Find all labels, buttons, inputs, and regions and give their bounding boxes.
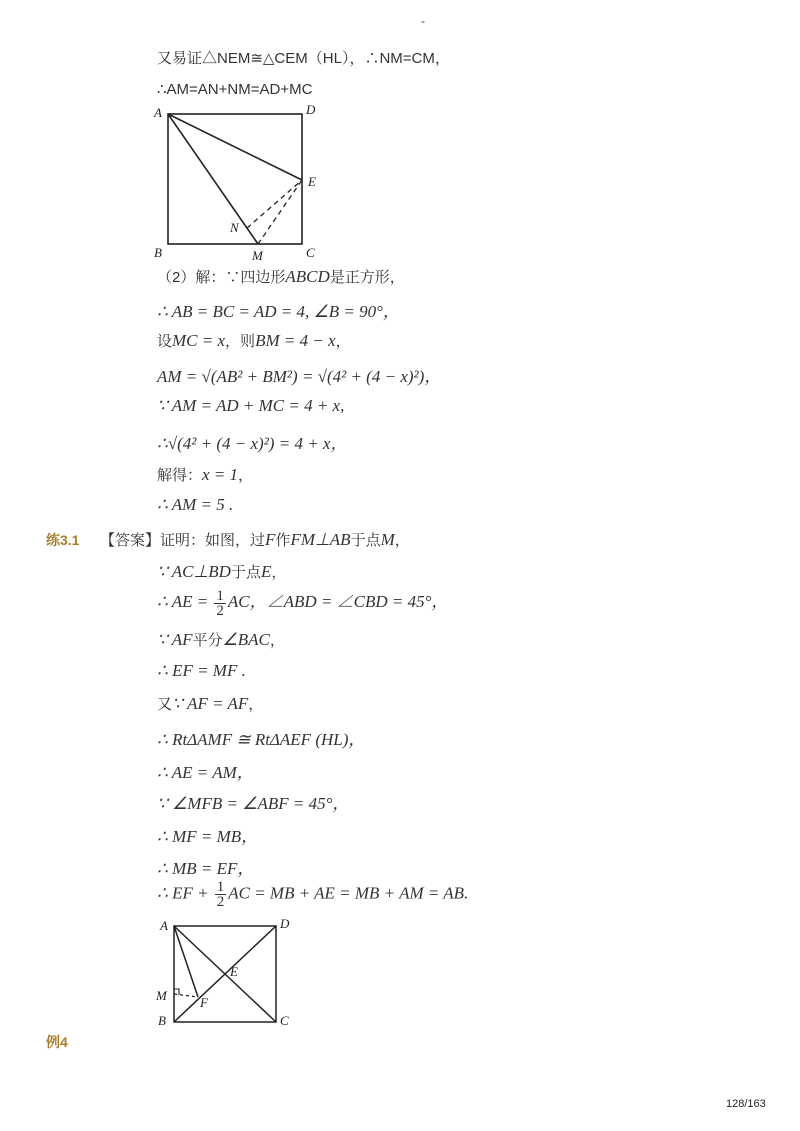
- math-line: ∵ ∠MFB = ∠ABF = 45°，: [157, 794, 350, 813]
- vertex-label-b: B: [154, 245, 162, 260]
- math-segment: ∵ AF = AF: [172, 694, 249, 713]
- text-line: [157, 561, 286, 582]
- math-line: ∴ MB = EF，: [157, 859, 255, 878]
- math-segment: FM⊥AB: [290, 530, 351, 549]
- math-line: ∴ MF = MB，: [157, 827, 259, 846]
- fraction-half: [214, 589, 226, 618]
- math-line: ∴ AM = 5 .: [157, 495, 234, 514]
- fraction-half: [215, 880, 227, 909]
- vertex-label-m: M: [156, 988, 167, 1003]
- math-segment: AC，∠ABD = ∠CBD = 45°，: [227, 592, 449, 611]
- vertex-label-d: D: [306, 102, 316, 117]
- fraction-numerator: 1: [216, 879, 225, 895]
- figure-square-abcd-1: [150, 100, 330, 265]
- text-line: [157, 464, 253, 485]
- text-line: [157, 330, 351, 351]
- text-segment: 平分: [192, 632, 223, 649]
- math-line: ∴ RtΔAMF ≅ RtΔAEF (HL)，: [157, 730, 366, 749]
- answer-tag: 【答案】: [100, 532, 161, 549]
- text-line: [157, 587, 448, 618]
- page-number: 128/163: [726, 1098, 766, 1110]
- math-segment: AC = MB + AE = MB + AM = AB.: [228, 883, 469, 903]
- text-segment: ，: [335, 333, 351, 350]
- math-segment: MC = x: [172, 331, 226, 350]
- text-segment: ，: [238, 467, 254, 484]
- text-segment: 设: [157, 333, 173, 350]
- text-segment: 又: [157, 696, 173, 713]
- fraction-denominator: 2: [216, 602, 224, 619]
- text-segment: 解得：: [157, 467, 203, 484]
- fraction-denominator: 2: [216, 894, 225, 910]
- text-segment: 是正方形，: [329, 269, 405, 286]
- math-segment: M: [380, 530, 395, 549]
- text-segment: ，: [394, 532, 410, 549]
- fraction-numerator: 1: [216, 587, 224, 604]
- exercise-label: 练3.1: [46, 532, 80, 548]
- dashed-fm: [174, 994, 198, 997]
- math-line: ∴√(4² + (4 − x)²) = 4 + x，: [157, 434, 348, 453]
- math-segment: ∴ EF +: [157, 883, 209, 903]
- math-segment: x = 1: [202, 465, 239, 484]
- text-segment: （2）解：∵四边形: [157, 269, 286, 286]
- text-segment: 证明：如图，过: [160, 532, 266, 549]
- text-segment: ，: [271, 564, 287, 581]
- math-segment: ∠BAC: [222, 630, 270, 649]
- text-line: [157, 693, 263, 714]
- vertex-label-d: D: [280, 916, 290, 931]
- text-line: [100, 529, 410, 550]
- vertex-label-e: E: [308, 174, 316, 189]
- vertex-label-m: M: [252, 248, 263, 263]
- math-line: ∴ AB = BC = AD = 4, ∠B = 90°，: [157, 302, 400, 321]
- text-segment: 作: [275, 532, 291, 549]
- math-segment: ∵ AF: [157, 630, 193, 649]
- text-line: [157, 880, 468, 909]
- math-segment: ∴ AE =: [157, 592, 209, 611]
- example-label: 例4: [46, 1034, 68, 1050]
- math-line: AM = √(AB² + BM²) = √(4² + (4 − x)²)，: [157, 367, 442, 386]
- math-line: ∴ AE = AM，: [157, 763, 254, 782]
- math-segment: ∵ AC⊥BD: [157, 562, 231, 581]
- text-line: ∴AM=AN+NM=AD+MC: [157, 81, 313, 98]
- math-segment: ABCD: [285, 267, 330, 286]
- vertex-label-n: N: [230, 220, 239, 235]
- vertex-label-c: C: [280, 1013, 289, 1028]
- dashed-me: [258, 180, 302, 244]
- segment-ae: [168, 114, 302, 180]
- text-line: 又易证△NEM≅△CEM（HL），∴NM=CM，: [157, 50, 450, 67]
- figure-square-abcd-2: [150, 912, 300, 1032]
- math-line: ∴ EF = MF .: [157, 661, 246, 680]
- math-segment: F: [265, 530, 276, 549]
- text-segment: 于点: [350, 532, 381, 549]
- vertex-label-e: E: [230, 964, 238, 979]
- header-mark: -: [421, 14, 425, 28]
- vertex-label-f: F: [200, 995, 208, 1010]
- math-segment: E: [260, 562, 272, 581]
- math-line: ∵ AM = AD + MC = 4 + x,: [157, 396, 345, 415]
- text-line: [157, 629, 285, 650]
- segment-am: [168, 114, 258, 244]
- vertex-label-a: A: [154, 105, 162, 120]
- vertex-label-b: B: [158, 1013, 166, 1028]
- text-line: [157, 266, 405, 287]
- text-segment: ，则: [225, 333, 256, 350]
- math-segment: BM = 4 − x: [255, 331, 336, 350]
- vertex-label-a: A: [160, 918, 168, 933]
- text-segment: ，: [269, 632, 285, 649]
- text-segment: ，: [248, 696, 264, 713]
- vertex-label-c: C: [306, 245, 315, 260]
- text-segment: 于点: [230, 564, 261, 581]
